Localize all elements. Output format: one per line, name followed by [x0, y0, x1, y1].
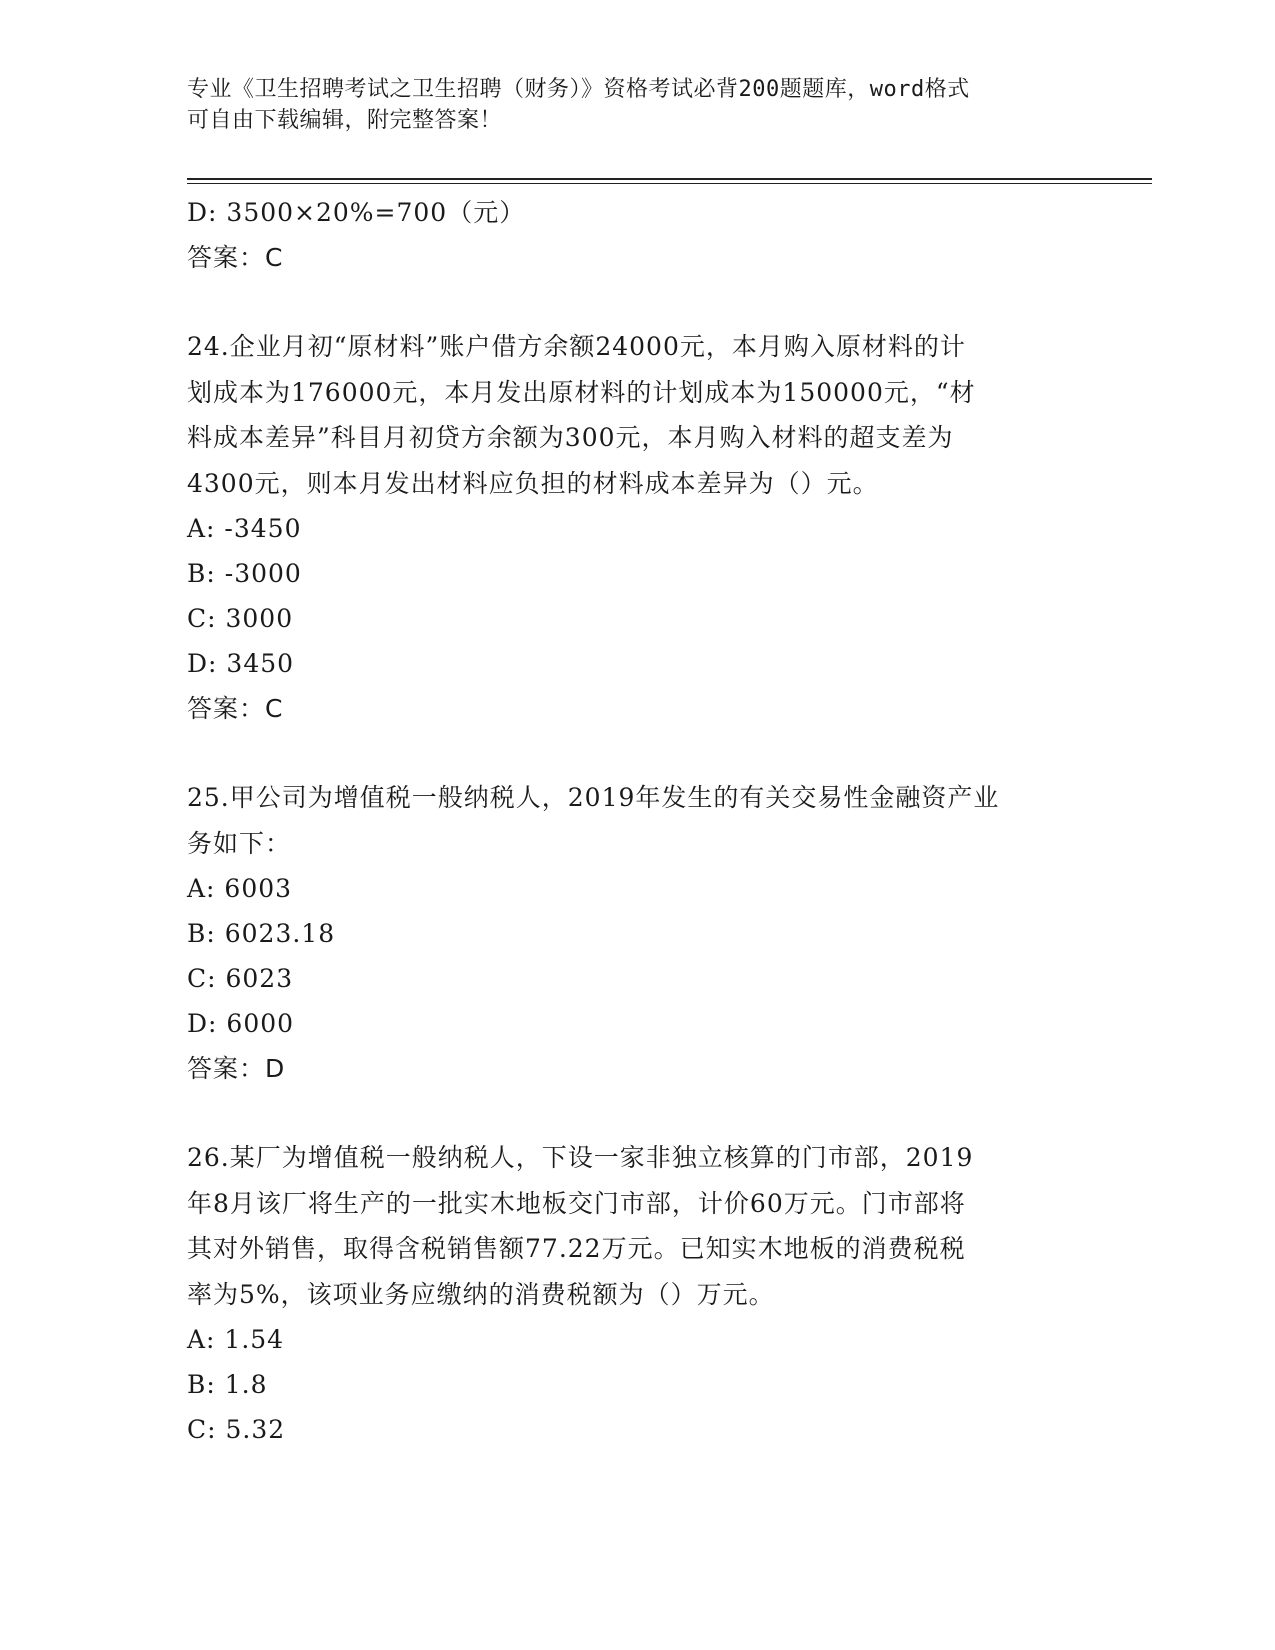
previous-question-tail	[187, 190, 1087, 281]
question-25	[187, 775, 1087, 1092]
option-d: D: 6000	[187, 1009, 295, 1038]
answer: 答案：D	[187, 1054, 286, 1083]
answer: 答案：C	[187, 243, 284, 272]
option-a: A: -3450	[187, 514, 302, 543]
question-26	[187, 1135, 1087, 1452]
option-c: C: 3000	[187, 604, 294, 633]
question-stem-line: 率为5%，该项业务应缴纳的消费税额为（）万元。	[187, 1279, 775, 1309]
answer: 答案：C	[187, 694, 284, 723]
question-stem-line: 年8月该厂将生产的一批实木地板交门市部，计价60万元。门市部将	[187, 1188, 966, 1218]
header-rule-thick	[187, 178, 1152, 180]
option-d: D: 3500×20%=700（元）	[187, 198, 526, 227]
question-stem-line: 料成本差异”科目月初贷方余额为300元，本月购入材料的超支差为	[187, 423, 954, 452]
question-stem-line: 24.企业月初“原材料”账户借方余额24000元，本月购入原材料的计	[187, 332, 966, 361]
header-line-1: 专业《卫生招聘考试之卫生招聘（财务）》资格考试必背200题题库，word格式	[187, 77, 970, 102]
question-stem-line: 务如下：	[187, 828, 292, 858]
page-header	[187, 74, 1087, 136]
question-stem-line: 26.某厂为增值税一般纳税人，下设一家非独立核算的门市部，2019	[187, 1143, 974, 1172]
question-stem-line: 其对外销售，取得含税销售额77.22万元。已知实木地板的消费税税	[187, 1234, 966, 1263]
question-stem-line: 25.甲公司为增值税一般纳税人，2019年发生的有关交易性金融资产业	[187, 783, 1000, 812]
option-d: D: 3450	[187, 649, 295, 678]
option-a: A: 6003	[187, 874, 293, 903]
question-stem-line: 4300元，则本月发出材料应负担的材料成本差异为（）元。	[187, 468, 879, 498]
option-b: B: -3000	[187, 559, 302, 588]
content	[187, 190, 1087, 1452]
header-line-2: 可自由下载编辑，附完整答案！	[187, 108, 503, 133]
option-b: B: 6023.18	[187, 919, 336, 948]
question-stem-line: 划成本为176000元，本月发出原材料的计划成本为150000元，“材	[187, 377, 976, 407]
option-c: C: 5.32	[187, 1415, 286, 1444]
option-c: C: 6023	[187, 964, 294, 993]
question-24	[187, 324, 1087, 732]
option-b: B: 1.8	[187, 1370, 268, 1399]
header-rule-thin	[187, 183, 1152, 184]
option-a: A: 1.54	[187, 1325, 285, 1354]
